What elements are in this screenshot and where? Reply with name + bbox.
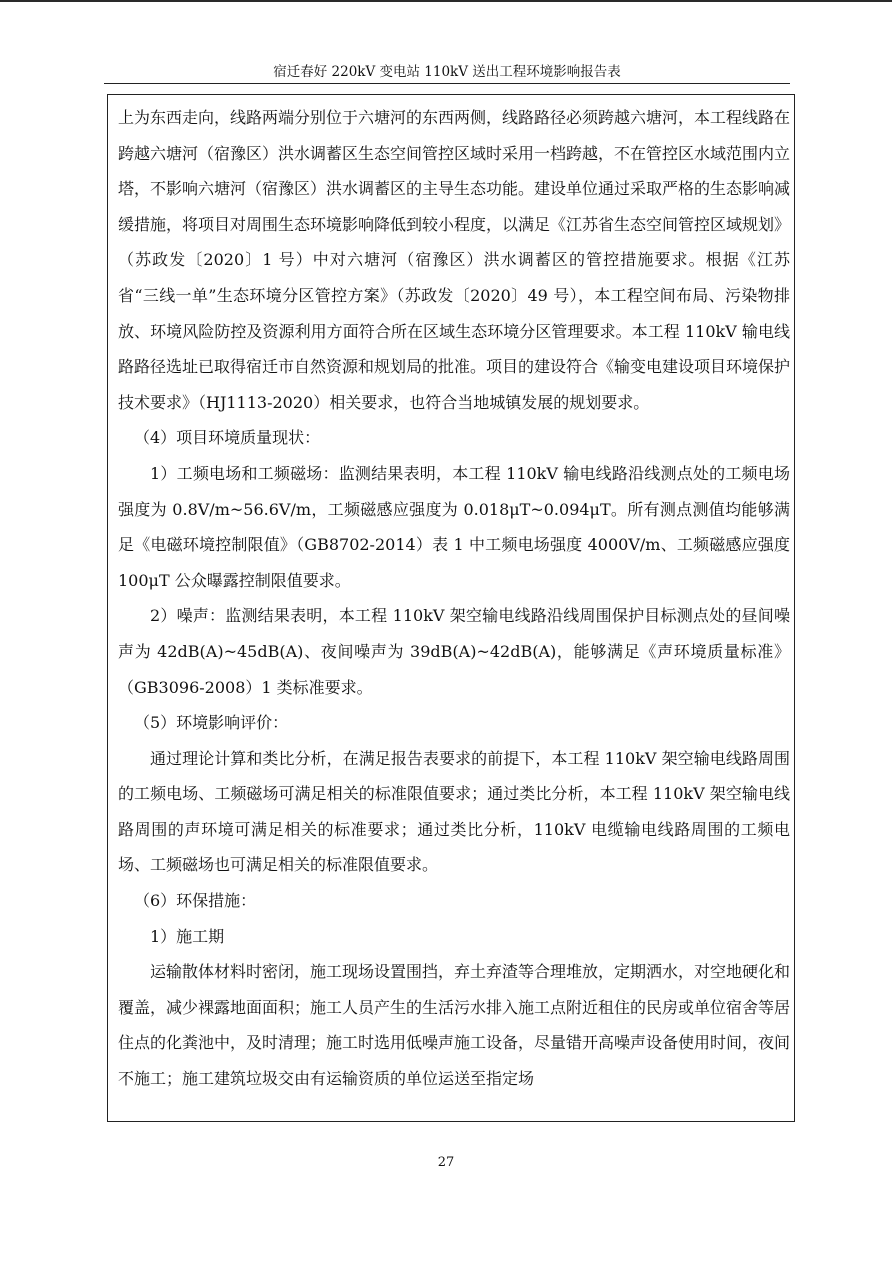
paragraph-site-compliance: 上为东西走向，线路两端分别位于六塘河的东西两侧，线路路径必须跨越六塘河，本工程线路在跨越六塘河（宿豫区）洪水调蓄区生态空间管控区域时采用一档跨越，不在管控区水域范围内立塔，不影响六塘河（宿豫区）洪水调蓄区的主导生态功能。建设单位通过采取严格的生态影响减缓措施，将项目对周围生态环境影响降低到较小程度，以满足《江苏省生态空间管控区域规划》（苏政发〔2020〕1 号）中对六塘河（宿豫区）洪水调蓄区的管控措施要求。根据《江苏省“三线一单”生态环境分区管控方案》（苏政发〔2020〕49 号），本工程空间布局、污染物排放、环境风险防控及资源利用方面符合所在区域生态环境分区管理要求。本工程 110kV 输电线路路径选址已取得宿迁市自然资源和规划局的批准。项目的建设符合《输变电建设项目环境保护技术要求》（HJ1113-2020）相关要求，也符合当地城镇发展的规划要求。	[118, 108, 791, 412]
running-header: 宿迁春好 220kV 变电站 110kV 送出工程环境影响报告表	[273, 64, 621, 80]
content-frame	[107, 94, 795, 1122]
paragraph-electromagnetic-field: 1）工频电场和工频磁场：监测结果表明，本工程 110kV 输电线路沿线测点处的工频电场强度为 0.8V/m~56.6V/m，工频磁感应强度为 0.018μT~0.094μT。所有测点测值均能够满足《电磁环境控制限值》（GB8702-2014）表 1 中工频电场强度 4000V/m、工频磁感应强度 100μT 公众曝露控制限值要求。	[118, 463, 790, 590]
heading-protection-measures: （6）环保措施：	[134, 891, 257, 911]
page-number: 27	[437, 1155, 455, 1170]
paragraph-noise: 2）噪声：监测结果表明，本工程 110kV 架空输电线路沿线周围保护目标测点处的昼间噪声为 42dB(A)~45dB(A)、夜间噪声为 39dB(A)~42dB(A)，能够满足《声环境质量标准》（GB3096-2008）1 类标准要求。	[118, 606, 790, 697]
paragraph-impact-assessment: 通过理论计算和类比分析，在满足报告表要求的前提下，本工程 110kV 架空输电线路周围的工频电场、工频磁场可满足相关的标准限值要求；通过类比分析，本工程 110kV 架空输电线路周围的声环境可满足相关的标准要求；通过类比分析，110kV 电缆输电线路周围的工频电场、工频磁场也可满足相关的标准限值要求。	[118, 748, 790, 875]
header-rule	[104, 83, 790, 84]
subheading-construction-period: 1）施工期	[150, 926, 225, 946]
heading-impact-assessment: （5）环境影响评价：	[134, 713, 289, 733]
content-body	[118, 100, 790, 1097]
paragraph-construction-measures: 运输散体材料时密闭，施工现场设置围挡，弃土弃渣等合理堆放，定期洒水，对空地硬化和覆盖，减少裸露地面面积；施工人员产生的生活污水排入施工点附近租住的民房或单位宿舍等居住点的化粪池中，及时清理；施工时选用低噪声施工设备，尽量错开高噪声设备使用时间，夜间不施工；施工建筑垃圾交由有运输资质的单位运送至指定场	[118, 962, 791, 1089]
page-top-border	[0, 0, 892, 2]
heading-environmental-quality: （4）项目环境质量现状：	[134, 428, 321, 448]
